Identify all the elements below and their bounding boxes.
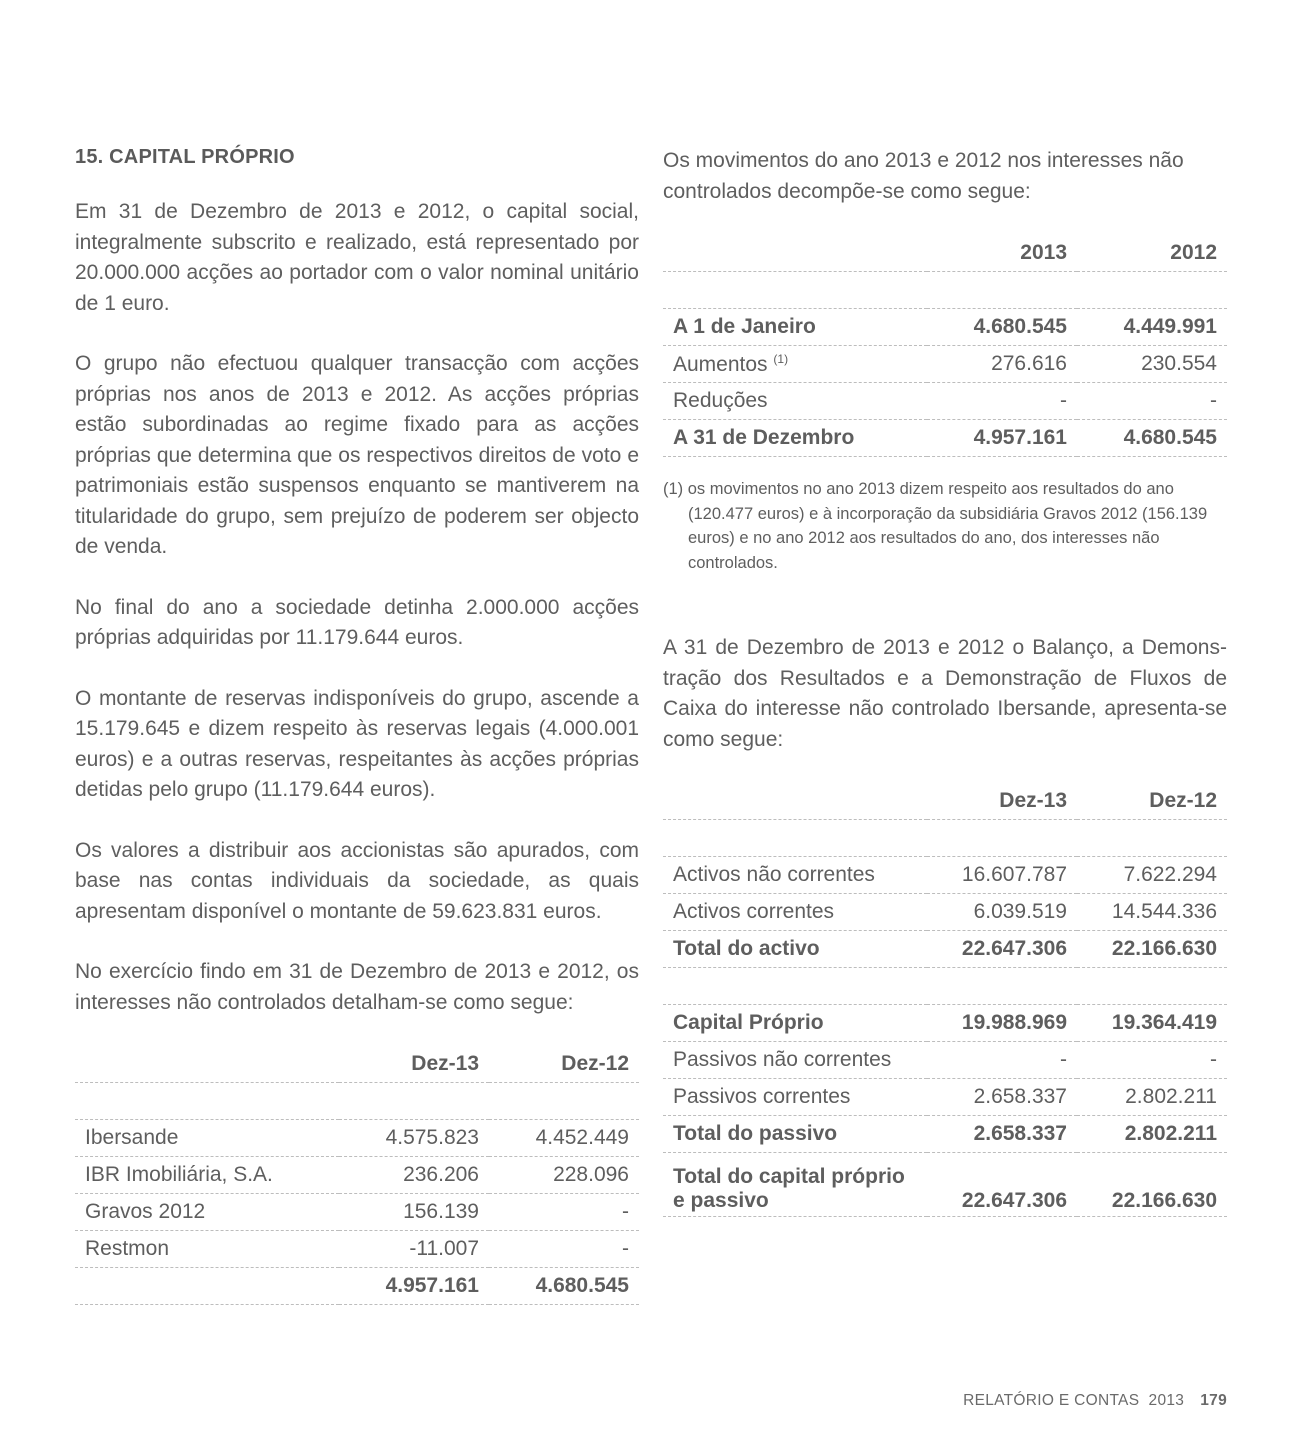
cell-value: 2.658.337 [927, 1116, 1077, 1153]
cell-value: 19.364.419 [1077, 1005, 1227, 1042]
table-row [75, 1120, 639, 1157]
row-label: Passivos não correntes [663, 1042, 927, 1079]
paragraph-accoes-detidas: No final do ano a sociedade detinha 2.000.000 acções próprias adquiridas por 11.179.644 euros. [75, 595, 639, 649]
row-label: A 31 de Dezembro [663, 420, 927, 457]
cell-value: 236.206 [339, 1157, 489, 1194]
cell-value: 156.139 [339, 1194, 489, 1231]
cell-value: 2.802.211 [1077, 1116, 1227, 1153]
table-row [663, 931, 1227, 968]
paragraph-balanco-intro: A 31 de Dezembro de 2013 e 2012 o Balanço, a Demonstração dos Resultados e a Demonstração de Fluxos de Caixa do interesse não controlado Ibersande, apresenta-se como segue: [663, 636, 1227, 751]
table-header-row [663, 235, 1227, 272]
row-label: Reduções [663, 383, 927, 420]
cell-value: 2.802.211 [1077, 1079, 1227, 1116]
cell-value: 22.647.306 [927, 931, 1077, 968]
cell-value: - [489, 1194, 639, 1231]
cell-value: 4.452.449 [489, 1120, 639, 1157]
table-header-row [663, 783, 1227, 820]
row-label: Capital Próprio [663, 1005, 927, 1042]
movimentos-table [663, 235, 1227, 457]
cell-value: 19.988.969 [927, 1005, 1077, 1042]
paragraph-movimentos-intro: Os movimentos do ano 2013 e 2012 nos interesses não controlados decompõe-se como segue: [663, 149, 1184, 203]
row-label: Activos não correntes [663, 857, 927, 894]
page-number: 179 [1200, 1392, 1227, 1409]
table-row [663, 1153, 1227, 1217]
cell-value: 230.554 [1077, 346, 1227, 383]
balanco-table [663, 783, 1227, 1217]
row-label: Aumentos $^{(1)}$ [663, 346, 927, 383]
column-header: 2012 [1077, 235, 1227, 272]
interesses-table [75, 1046, 639, 1305]
section-heading: 15. CAPITAL PRÓPRIO [75, 146, 295, 168]
table-row [663, 346, 1227, 383]
cell-value: 228.096 [489, 1157, 639, 1194]
paragraph-accoes-proprias: O grupo não efectuou qualquer transacção com acções próprias nos anos de 2013 e 2012. As acções próprias estão subordinadas ao regime fixado para as acções próprias que determina que os respectivos direitos de voto e patrimoniais estão suspensos enquanto se mantiverem na titularidade do grupo, sem prejuízo de poderem ser objecto de venda. [75, 352, 639, 558]
cell-value: - [1077, 383, 1227, 420]
spacer-row [663, 272, 1227, 309]
footnote-marker: (1) [773, 351, 789, 366]
cell-value: 4.680.545 [1077, 420, 1227, 457]
cell-value: 4.575.823 [339, 1120, 489, 1157]
table-row [663, 420, 1227, 457]
row-label: Total do capital próprio e passivo [663, 1153, 927, 1217]
table-row [75, 1157, 639, 1194]
cell-value: 4.957.161 [927, 420, 1077, 457]
cell-value: 4.449.991 [1077, 309, 1227, 346]
page-footer [963, 1392, 1227, 1410]
cell-value: 14.544.336 [1077, 894, 1227, 931]
cell-value: -11.007 [339, 1231, 489, 1268]
row-label: Restmon [75, 1231, 339, 1268]
cell-value: 2.658.337 [927, 1079, 1077, 1116]
table-row [663, 309, 1227, 346]
row-label: Gravos 2012 [75, 1194, 339, 1231]
spacer-row [663, 968, 1227, 1005]
cell-value: 22.647.306 [927, 1153, 1077, 1217]
cell-value: 16.607.787 [927, 857, 1077, 894]
cell-value: 7.622.294 [1077, 857, 1227, 894]
row-label: A 1 de Janeiro [663, 309, 927, 346]
column-header: Dez-13 [339, 1046, 489, 1083]
cell-value: 4.680.545 [927, 309, 1077, 346]
cell-value: 276.616 [927, 346, 1077, 383]
paragraph-interesses-intro: No exercício findo em 31 de Dezembro de 2013 e 2012, os interesses não controlados detalham-se como segue: [75, 960, 639, 1014]
row-label: Passivos correntes [663, 1079, 927, 1116]
table-header-row [75, 1046, 639, 1083]
left-column [75, 146, 639, 1305]
cell-value: - [489, 1231, 639, 1268]
footnotes [663, 477, 1227, 575]
column-header: Dez-13 [927, 783, 1077, 820]
table-row [75, 1231, 639, 1268]
right-column [663, 146, 1227, 1217]
row-label: Ibersande [75, 1120, 339, 1157]
paragraph-valores-distribuir: Os valores a distribuir aos accionistas são apurados, com base nas contas individuais da sociedade, as quais apresentam disponível o montante de 59.623.831 euros. [75, 838, 639, 923]
row-label: Total do activo [663, 931, 927, 968]
total-row [75, 1268, 639, 1305]
table-row [663, 857, 1227, 894]
table-row [663, 1005, 1227, 1042]
row-label: Total do passivo [663, 1116, 927, 1153]
paragraph-capital-social: Em 31 de Dezembro de 2013 e 2012, o capital social, integralmente subscrito e realizado, está representado por 20.000.000 acções ao portador com o valor nominal unitário de 1 euro. [75, 200, 639, 315]
cell-value: 22.166.630 [1077, 931, 1227, 968]
cell-value: 22.166.630 [1077, 1153, 1227, 1217]
footnote: (1) os movimentos no ano 2013 dizem respeito aos resultados do ano (120.477 euros) e à incorporação da subsidiária Gravos 2012 (156.139 euros) e no ano 2012 aos resultados do ano, dos interesses não controlados. [663, 480, 1208, 572]
table-row [75, 1194, 639, 1231]
table-row [663, 894, 1227, 931]
table-row [663, 383, 1227, 420]
report-title: RELATÓRIO E CONTAS 2013 [963, 1392, 1185, 1409]
cell-value: - [1077, 1042, 1227, 1079]
row-label: IBR Imobiliária, S.A. [75, 1157, 339, 1194]
cell-value: 6.039.519 [927, 894, 1077, 931]
spacer-row [75, 1083, 639, 1120]
cell-value: - [927, 383, 1077, 420]
column-header: Dez-12 [489, 1046, 639, 1083]
row-label: Activos correntes [663, 894, 927, 931]
table-row [663, 1116, 1227, 1153]
total-value: 4.680.545 [489, 1268, 639, 1305]
cell-value: - [927, 1042, 1077, 1079]
paragraph-reservas: O montante de reservas indisponíveis do grupo, ascende a 15.179.645 e dizem respeito às reservas legais (4.000.001 euros) e a outras reservas, respeitantes às acções próprias detidas pelo grupo (11.179.644 euros). [75, 686, 639, 801]
spacer-row [663, 820, 1227, 857]
table-row [663, 1079, 1227, 1116]
column-header: 2013 [927, 235, 1077, 272]
total-value: 4.957.161 [339, 1268, 489, 1305]
table-row [663, 1042, 1227, 1079]
column-header: Dez-12 [1077, 783, 1227, 820]
